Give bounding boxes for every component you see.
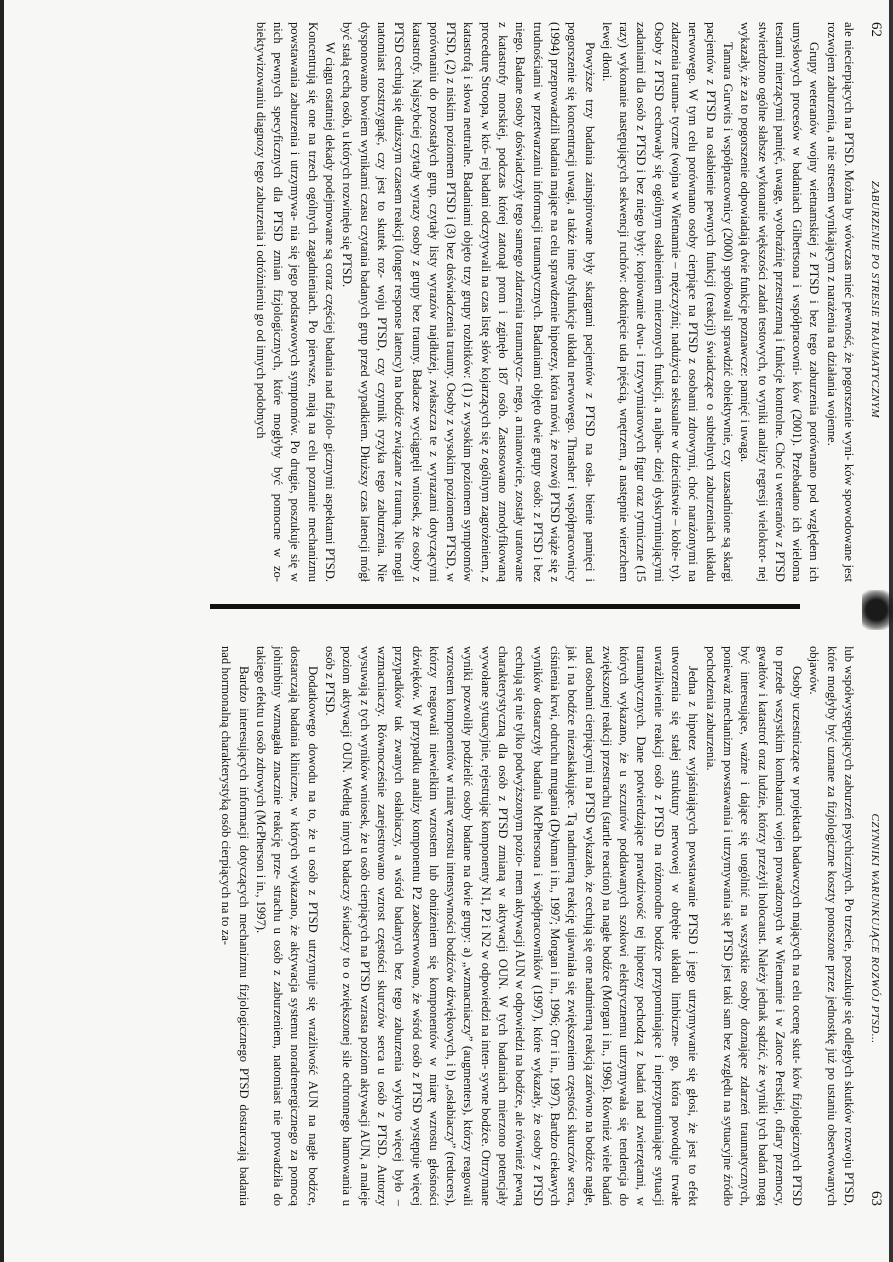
paragraph: Dodatkowego dowodu na to, że u osób z PTSD utrzymuje się wrażliwość AUN na nagłe bodźce, dostarczają badania kliniczne, w których wykazano, że aktywacja systemu noradrenergicznego za pomocą johimbiny wzmagała znacznie reakcję prze- strachu u osób z zaburzeniem, natomiast nie prowadziła do takiego efektu u osób zdrowych (McPherson i in., 1997).: [253, 646, 320, 1206]
page-header: [867, 646, 884, 1206]
scan-shadow: [862, 590, 893, 630]
paragraph: ale niecierpiących na PTSD. Można by wówczas mieć pewność, że pogorszenie wyni- ków spowodowane jest rozwojem zaburzenia, a nie stresem wynikającym z narażenia na działania wojenne.: [824, 22, 856, 582]
page-number: 63: [868, 1190, 884, 1206]
paragraph: Osoby uczestniczące w projektach badawczych mających na celu ocenę skut- ków fizjologicznych PTSD to przede wszystkim kombatanci wojen prowadzonych w Wietnamie i w Zatoce Perskiej, ofiary przemocy, gwałtów i katastrof oraz ludzie, którzy przeżyli holocaust. Należy jednak sądzić, że wyniki tych badań mogą być interesujące, ważne i dające się uogólnić na wszystkie osoby doznające zdarzeń traumatycznych, ponieważ mechanizm powstawania i utrzymywania się PTSD jest taki sam bez względu na sytuacyjne źródło pochodzenia zaburzenia.: [703, 646, 805, 1206]
book-spine-line: [210, 604, 800, 609]
running-head: ZABURZENIE PO STRESIE TRAUMATYCZNYM: [869, 180, 881, 419]
page-number: 62: [868, 22, 884, 37]
paragraph: Powyższe trzy badania zainspirowane były skargami pacjentów z PTSD na osła- bienie pamięci i pogorszenie się koncentracji uwagi, a także inne dysfunkcje układu nerwowego. Thrasher i współpracownicy (1994) przeprowadzili badania mające na celu sprawdzenie hipotezy, która mówi, że rozwój PTSD wiąże się z trudnościami w przetwarzaniu informacji traumatycznych. Badaniami objęto dwie grupy osób: z PTSD i bez niego. Badane osoby doświadczyły tego samego zdarzenia traumatycz- nego, a mianowicie, zostały uratowane z katastrofy morskiej, podczas której zatonął prom i zginęło 187 osób. Zastosowano zmodyfikowaną procedurę Stroopa, w któ- rej badani odczytywali na czas listę słów kojarzących się z ogólnym zagrożeniem, z katastrofą i słowa neutralne. Badaniami objęto trzy grupy rozbitków: (1) z wysokim poziomem symptomów PTSD, (2) z niskim poziomem PTSD i (3) bez doświadczenia traumy. Osoby z wysokim poziomem PTSD, w porównaniu do pozostałych grup, czytały listy wyrazów najdłużej, zwłaszcza te z wyrazami dotyczącymi katastrofy. Najszybciej czytały wyrazy osoby z grupy bez traumy. Badacze wyciągnęli wniosek, że osoby z PTSD cechują się dłuższym czasem reakcji (longer response latency) na bodźce związane z traumą. Nie mogli natomiast rozstrzygnąć, czy jest to skutek roz- woju PTSD, czy czynnik ryzyka tego zaburzenia. Nie dysponowano bowiem wynikami czasu czytania badanych grup przed wypadkiem. Dłuższy czas latencji mógł być stałą cechą osób, u których rozwinęło się PTSD.: [340, 22, 597, 582]
paragraph: Grupy weteranów wojny wietnamskiej z PTSD i bez tego zaburzenia porównano pod względem ich umysłowych procesów w badaniach Gilbertsona i współpracowni- ków (2001). Przebadano ich wieloma testami mierzącymi pamięć, uwagę, wyobraźnię przestrzenną i funkcje kontrolne. Choć u weteranów z PTSD stwierdzono ogólne słabsze wykonanie większości zadań testowych, to wyniki analizy regresji wielokrot- nej wykazały, że za to pogorszenie odpowiadają dwie funkcje poznawcze: pamięć i uwaga.: [738, 22, 822, 582]
paragraph: W ciągu ostatniej dekady podejmowane są coraz częściej badania nad fizjolo- gicznymi aspektami PTSD. Koncentrują się one na trzech ogólnych zagadnieniach. Po pierwsze, mają na celu poznanie mechanizmu powstawania zaburzenia i utrzymywa- nia się jego podstawowych symptomów. Po drugie, poszukuje się w nich pewnych specyficznych dla PTSD zmian fizjologicznych, które mogłyby być pomocne w zo- biektywizowaniu diagnozy tego zaburzenia i odróżnieniu go od innych podobnych: [253, 22, 338, 582]
paragraph: Bardzo interesujących informacji dotyczących mechanizmu fizjologicznego PTSD dostarczają badania nad hormonalną charakterystyką osób cierpiących na to za-: [219, 646, 251, 1206]
paragraph: Jedna z hipotez wyjaśniających powstawanie PTSD i jego utrzymywanie się głosi, że jest to efekt utworzenia się stałej struktury nerwowej w obrębie układu limbiczne- go, która powoduje trwałe uwrażliwienie reakcji osób z PTSD na różnorodne bodźce przypominające i nieprzypominające sytuacji traumatycznych. Dane potwierdzające prawdziwość tej hipotezy pochodzą z badań nad zwierzętami, w których wykazano, że u szczurów poddawanych szokowi elektrycznemu utrzymywała się tendencja do zwiększonej reakcji przestrachu (startle reaction) na nagłe bodźce (Morgan i in., 1996). Również wiele badań nad osobami cierpiącymi na PTSD wykazało, że cechują się one nadmierną reakcją zarówno na bodźce nagłe, jak i na bodźce niezaskakujące. Tą nadmierną reakcję ujawniała się zwiększeniem częstości skurczów serca, ciśnienia krwi, odruchu mrugania (Dykman i in., 1997; Morgan i in., 1996; Orr i in., 1997). Bardzo ciekawych wyników dostarczyły badania McPhersona i współpracowników (1997), które wykazały, że osoby z PTSD cechują się nie tylko podwyższonym pozio- mem aktywacji AUN w odpowiedzi na bodźce, ale również pewną charakterystyczną dla osób z PTSD zmianą w aktywacji OUN. W tych badaniach mierzono potencjały wywołane sytuacyjnie, rejestrując komponenty N1, P2 i N2 w odpowiedzi na inten- sywne bodźce. Otrzymane wyniki pozwoliły podzielić osoby badane na dwie grupy: a) „wzmacniaczy” (augmenters), którzy reagowali wzrostem komponentów w miarę wzrostu intensywności bodźców dźwiękowych, i b) „osłabiaczy” (reducers), którzy reagowali niewielkim wzrostem lub obniżeniem się komponentów w miarę wzrostu głośności dźwięków. W przypadku analizy komponentu P2 zaobserwowano, że wśród osób z PTSD występuje więcej przypadków tak zwanych osłabiaczy, a wśród badanych bez tego zaburzenia wykryto więcej było – wzmacniaczy. Równocześnie zarejestrowano wzrost częstości skurczów serca u osób z PTSD. Autorzy wysuwają z tych wyników wniosek, że u osób cierpiących na PTSD wzrasta poziom aktywacji AUN, a maleje poziom aktywacji OUN. Według innych badaczy świadczy to o zwiększonej sile ochronnego hamowania u osób z PTSD.: [323, 646, 701, 1206]
paragraph: lub współwystępujących zaburzeń psychicznych. Po trzecie, poszukuje się odległych skutków rozwoju PTSD, które mogłyby być uznane za fizjologiczne koszty ponoszone przez jednostkę już po ustaniu obserwowanych objawów.: [807, 646, 856, 1206]
scan-edge-right: [889, 0, 893, 1262]
page-header: [867, 22, 884, 582]
running-head: CZYNNIKI WARUNKUJĄCE ROZWÓJ PTSD...: [869, 813, 881, 1044]
page-63: [217, 646, 884, 1206]
scan-edge-left: [0, 0, 4, 1262]
page-body: [252, 22, 857, 582]
page-62: [252, 22, 884, 582]
paragraph: Tamara Gurwits i współpracownicy (2000) spróbowali sprawdzić obiektywnie, czy uzasadnione są skargi pacjentów z PTSD na osłabienie pewnych funkcji (reakcji) świadczące o subtelnych zaburzeniach układu nerwowego. W tym celu porównano osoby cierpiące na PTSD z osobami zdrowymi, choć narażonymi na zdarzenia trauma- tyczne (wojna w Wietnamie – mężczyźni; nadużycia seksualne w dzieciństwie – kobie- ty). Osoby z PTSD cechowały się ogólnym osłabieniem mierzonych funkcji, a najbar- dziej dyskryminującymi zadaniami dla osób z PTSD i bez niego były: kopiowanie dwu- i trzywymiarowych figur oraz rytmiczne (15 razy) wykonanie następujących sekwencji ruchów: dotknięcie uda pięścią, wnętrzem, a następnie wierzchem lewej dłoni.: [599, 22, 735, 582]
page-body: [217, 646, 857, 1206]
